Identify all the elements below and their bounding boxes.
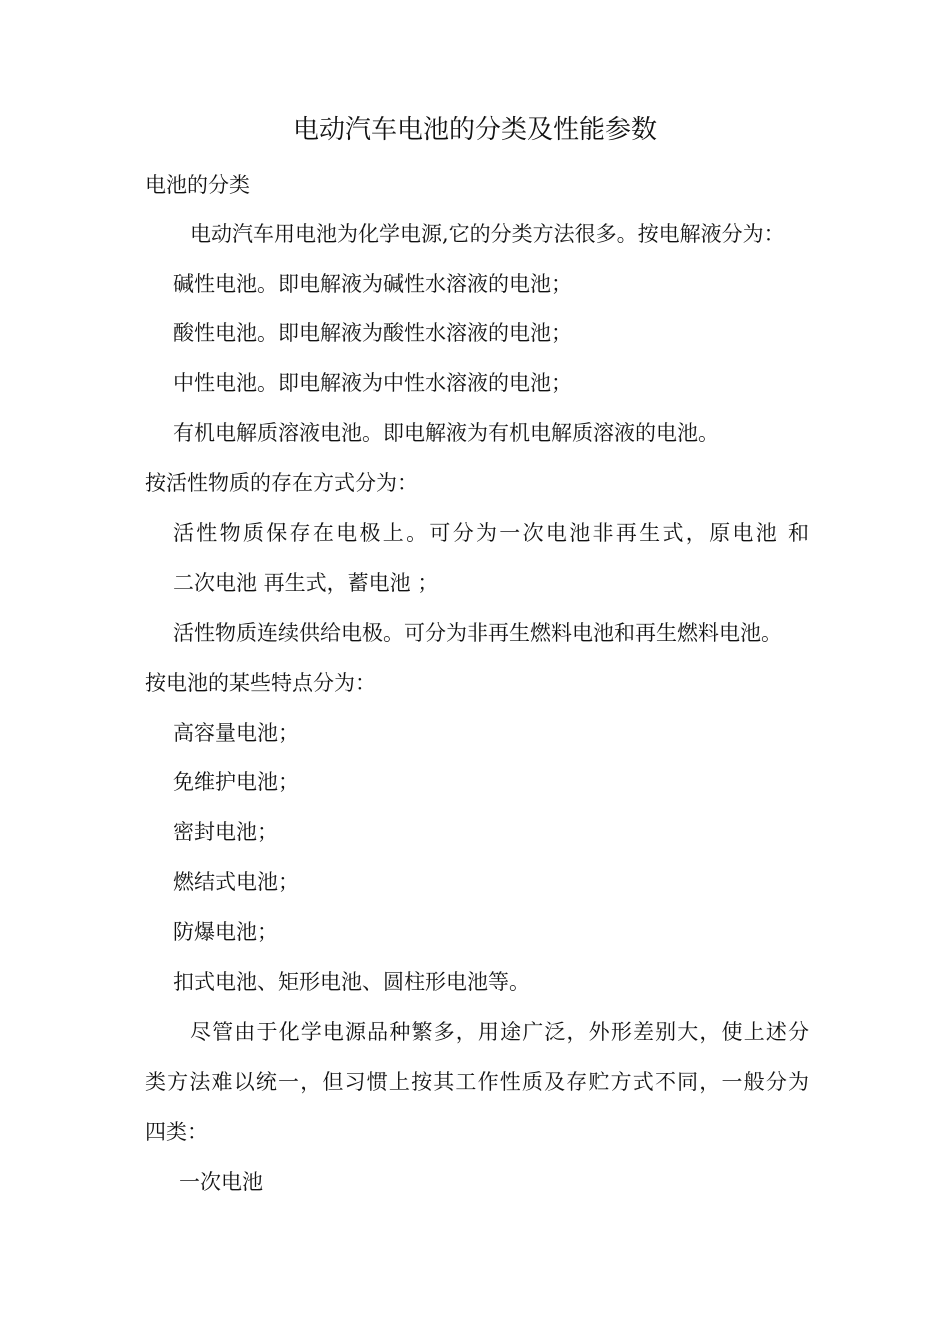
list-item: 燃结式电池；: [173, 870, 299, 894]
list-item: 酸性电池。即电解液为酸性水溶液的电池；: [173, 321, 572, 345]
subsection-heading: 一次电池: [179, 1170, 263, 1194]
paragraph-line: 按电池的某些特点分为：: [145, 671, 376, 695]
list-item: 防爆电池；: [173, 920, 278, 944]
list-item: 中性电池。即电解液为中性水溶液的电池；: [173, 371, 572, 395]
paragraph-line: 类方法难以统一，但习惯上按其工作性质及存贮方式不同，一般分为: [145, 1070, 809, 1094]
paragraph-line: 四类：: [145, 1120, 208, 1144]
list-item: 高容量电池；: [173, 721, 299, 745]
list-item-continuation: 二次电池 再生式，蓄电池 ；: [173, 571, 439, 595]
list-item: 活性物质保存在电极上。可分为一次电池非再生式，原电池 和: [173, 521, 809, 545]
list-item: 免维护电池；: [173, 770, 299, 794]
list-item: 碱性电池。即电解液为碱性水溶液的电池；: [173, 272, 572, 296]
paragraph-line: 按活性物质的存在方式分为：: [145, 471, 418, 495]
document-title: 电动汽车电池的分类及性能参数: [292, 115, 657, 145]
list-item: 密封电池；: [173, 820, 278, 844]
paragraph-line: 尽管由于化学电源品种繁多，用途广泛，外形差别大，使上述分: [190, 1020, 809, 1044]
list-item: 活性物质连续供给电极。可分为非再生燃料电池和再生燃料电池。: [173, 621, 782, 645]
section-heading: 电池的分类: [145, 173, 250, 197]
list-item: 扣式电池、矩形电池、圆柱形电池等。: [173, 970, 530, 994]
list-item: 有机电解质溶液电池。即电解液为有机电解质溶液的电池。: [173, 421, 719, 445]
paragraph-line: 电动汽车用电池为化学电源,它的分类方法很多。按电解液分为：: [190, 222, 785, 246]
